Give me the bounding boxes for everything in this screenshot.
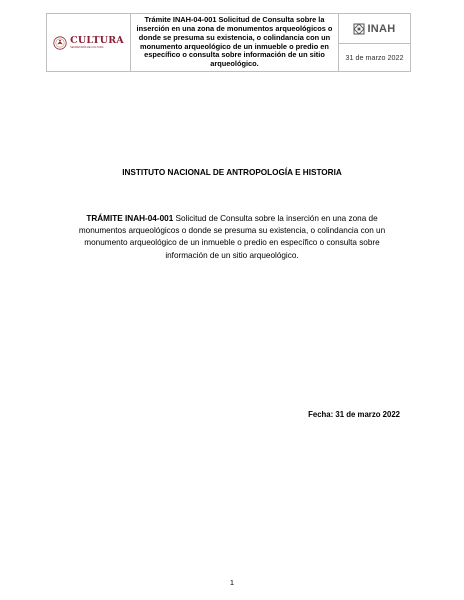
inah-wordmark: INAH: [367, 22, 396, 35]
tramite-paragraph: [66, 213, 398, 262]
document-date: Fecha: 31 de marzo 2022: [308, 410, 400, 419]
header-title: Trámite INAH-04-001 Solicitud de Consulta sobre la inserción en una zona de monumentos arqueológicos o donde se presuma su existencia, o colindancia con un monumento arqueológico de un inmueble o predio en específico o consulta sobre información de un sitio arqueológico.: [131, 14, 339, 71]
tramite-description: Solicitud de Consulta sobre la inserción en una zona de monumentos arqueológicos o donde se presuma su existencia, o colindancia con un monumento arqueológico de un inmueble o predio en específico o consulta sobre información de un sitio arqueológico.: [78, 214, 386, 260]
cultura-subtitle: SECRETARÍA DE CULTURA: [70, 46, 104, 49]
institution-heading: INSTITUTO NACIONAL DE ANTROPOLOGÍA E HISTORIA: [122, 168, 342, 177]
cultura-logo: [47, 14, 131, 71]
inah-logo: [339, 14, 410, 44]
document-header: [46, 13, 411, 72]
header-date: 31 de marzo 2022: [345, 53, 404, 62]
cultura-wordmark: CULTURA: [70, 35, 124, 46]
inah-emblem-icon: [353, 23, 365, 35]
tramite-code: TRÁMITE INAH-04-001: [86, 214, 174, 223]
eagle-emblem-icon: [53, 35, 67, 51]
page-number: 1: [229, 578, 235, 587]
